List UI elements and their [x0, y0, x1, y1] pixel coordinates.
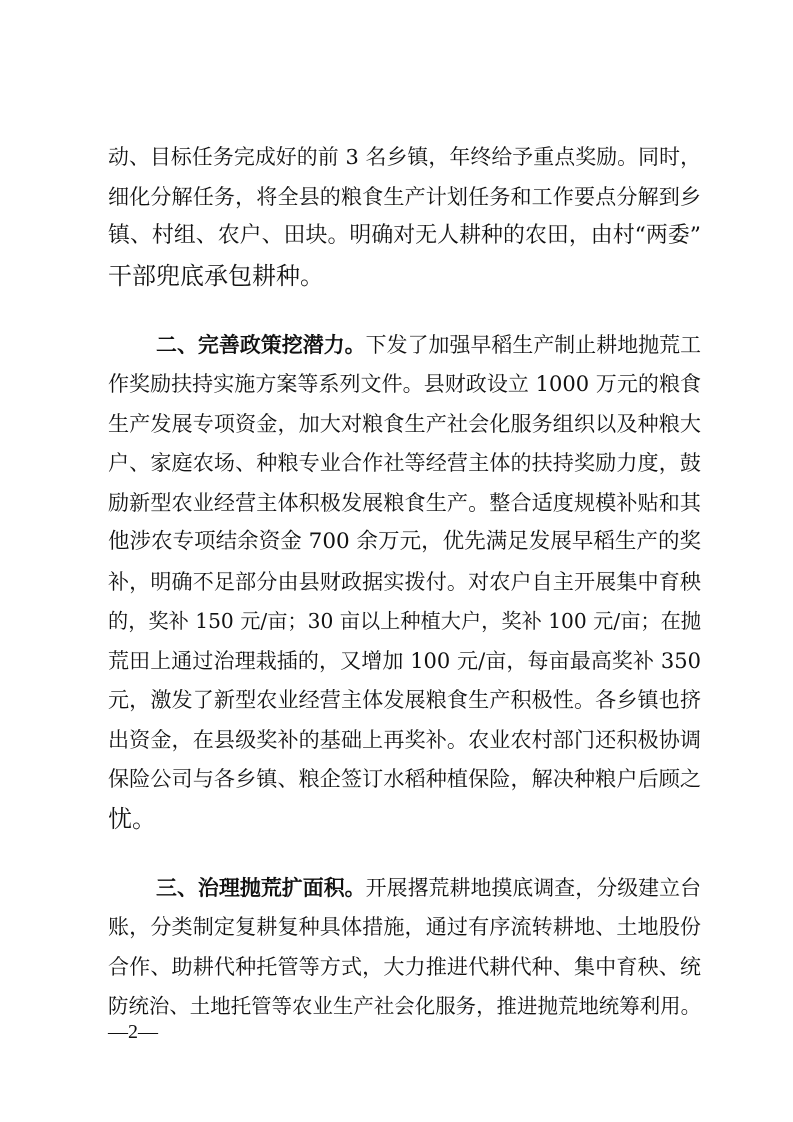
paragraph-3-line-3: 合作、助耕代种托管等方式，大力推进代耕代种、集中育秧、统 [108, 954, 701, 979]
section-3-heading: 三、治理抛荒扩面积。 [156, 876, 366, 900]
paragraph-2-line-11: 出资金，在县级奖补的基础上再奖补。农业农村部门还积极协调 [108, 727, 701, 752]
paragraph-2-first-line [156, 325, 701, 365]
paragraph-1-line-3: 镇、村组、农户、田块。明确对无人耕种的农田，由村“两委” [108, 223, 701, 248]
paragraph-2-line-2: 作奖励扶持实施方案等系列文件。县财政设立 1000 万元的粮食 [108, 372, 701, 396]
paragraph-2-line-4: 户、家庭农场、种粮专业合作社等经营主体的扶持奖励力度，鼓 [108, 450, 701, 475]
page-number: —2— [108, 1021, 158, 1043]
paragraph-2-line-5: 励新型农业经营主体积极发展粮食生产。整合适度规模补贴和其 [108, 490, 701, 515]
paragraph-2-line-6: 他涉农专项结余资金 700 余万元，优先满足发展早稻生产的奖 [108, 529, 701, 554]
paragraph-1-line-4: 干部兜底承包耕种。 [108, 262, 324, 290]
paragraph-2-line-7: 补，明确不足部分由县财政据实拨付。对农户自主开展集中育秧 [108, 569, 701, 594]
paragraph-2-first-line-text: 下发了加强早稻生产制止耕地抛荒工 [365, 333, 701, 357]
paragraph-2-line-12: 保险公司与各乡镇、粮企签订水稻种植保险，解决种粮户后顾之 [108, 766, 701, 791]
paragraph-2-line-10: 元，激发了新型农业经营主体发展粮食生产积极性。各乡镇也挤 [108, 687, 701, 712]
paragraph-2-line-3: 生产发展专项资金，加大对粮食生产社会化服务组织以及种粮大 [108, 411, 701, 436]
paragraph-3-first-line [156, 868, 701, 908]
paragraph-3-line-4: 防统治、土地托管等农业生产社会化服务，推进抛荒地统筹利用。 [108, 994, 701, 1018]
section-2-heading: 二、完善政策挖潜力。 [156, 333, 366, 357]
paragraph-2-line-13: 忧。 [108, 805, 156, 833]
paragraph-1-line-2: 细化分解任务，将全县的粮食生产计划任务和工作要点分解到乡 [108, 184, 701, 209]
paragraph-2-line-9: 荒田上通过治理栽插的，又增加 100 元/亩，每亩最高奖补 350 [108, 649, 701, 673]
paragraph-2-line-8: 的，奖补 150 元/亩；30 亩以上种植大户，奖补 100 元/亩；在抛 [108, 609, 701, 633]
paragraph-1-line-1: 动、目标任务完成好的前 3 名乡镇，年终给予重点奖励。同时， [108, 145, 701, 169]
paragraph-3-line-2: 账，分类制定复耕复种具体措施，通过有序流转耕地、土地股份 [108, 914, 701, 939]
paragraph-3-first-line-text: 开展撂荒耕地摸底调查，分级建立台 [365, 876, 701, 900]
